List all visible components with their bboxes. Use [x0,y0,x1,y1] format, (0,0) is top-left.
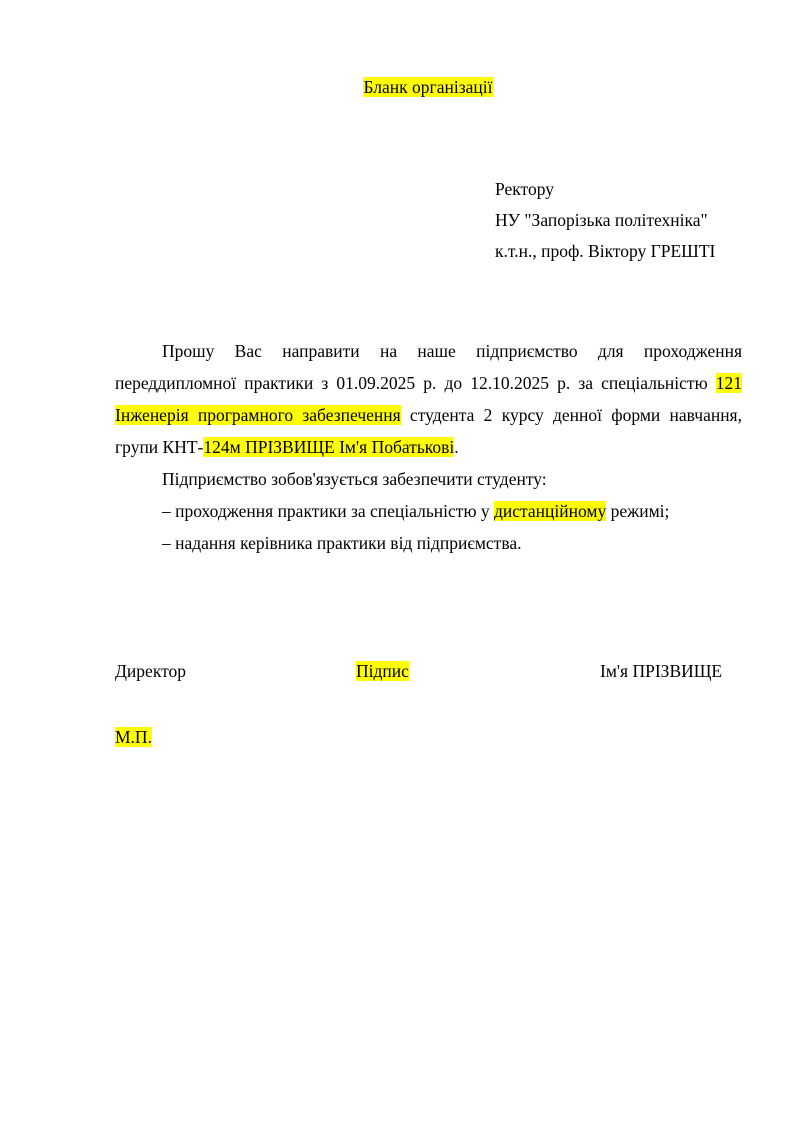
letterhead-text: Бланк організації [363,77,493,97]
addressee-line-2: НУ "Запорізька політехніка" [495,210,708,230]
signatory-name: Ім'я ПРІЗВИЩЕ [600,661,723,681]
signature-text: Підпис [356,661,409,681]
request-text-a: Прошу Вас направити на наше підприємство для проходження переддипломної практики з 01.09.2025 р. до 12.10.2025 р. за спеціальністю [115,341,742,393]
student-name-highlight: 124м ПРІЗВИЩЕ Ім'я Побатькові [203,437,455,457]
obligation-item-2: – надання керівника практики від підприємства. [162,533,522,553]
request-paragraph [115,335,742,463]
obligation-item-1-text-a: – проходження практики за спеціальністю у [162,501,495,521]
signature-placeholder [356,659,409,683]
specialty-highlight: 121 Інженерія програмного забезпечення [115,373,742,425]
stamp-text: М.П. [115,727,152,747]
stamp-placeholder [115,725,152,749]
obligation-item-1-text-b: режимі; [606,501,670,521]
request-text-c: . [454,437,459,457]
request-text-b: студента 2 курсу денної форми навчання, групи КНТ- [115,405,742,457]
addressee-line-1: Ректору [495,179,554,199]
obligation-intro: Підприємство зобов'язується забезпечити студенту: [162,469,547,489]
addressee-block [495,174,715,267]
letter-body [115,335,742,559]
practice-mode-highlight: дистанційному [494,501,607,521]
letterhead-placeholder [0,75,800,99]
obligation-item-1 [115,495,742,527]
addressee-line-3: к.т.н., проф. Віктору ГРЕШТІ [495,241,716,261]
signatory-title: Директор [115,661,187,681]
